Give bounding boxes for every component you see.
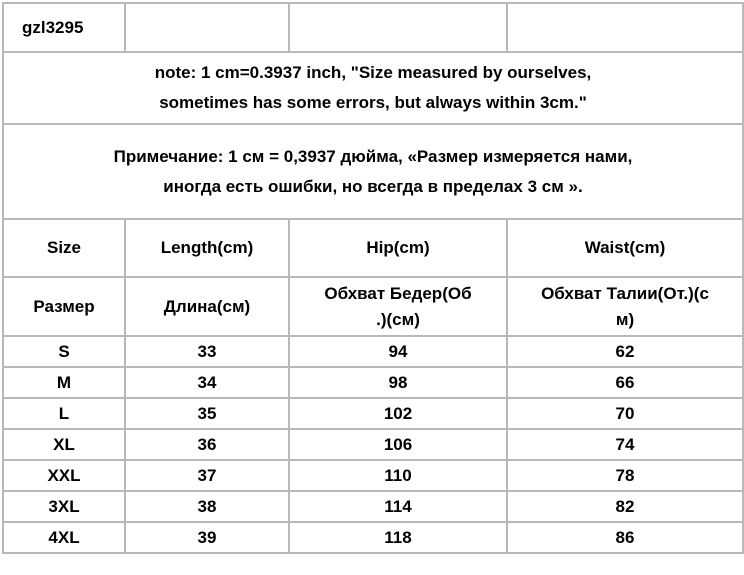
length-cell: 37 (125, 460, 289, 491)
length-cell: 33 (125, 336, 289, 367)
hip-cell: 118 (289, 522, 507, 553)
size-cell: M (3, 367, 125, 398)
empty-cell (125, 3, 289, 52)
hip-cell: 114 (289, 491, 507, 522)
note-ru: Примечание: 1 см = 0,3937 дюйма, «Размер измеряется нами, иногда есть ошибки, но всегда в пределах 3 см ». (3, 124, 743, 219)
hip-cell: 94 (289, 336, 507, 367)
waist-cell: 86 (507, 522, 743, 553)
length-cell: 38 (125, 491, 289, 522)
length-cell: 36 (125, 429, 289, 460)
hip-cell: 106 (289, 429, 507, 460)
note-row-en (3, 52, 743, 124)
table-row (3, 522, 743, 553)
note-row-ru (3, 124, 743, 219)
size-cell: XXL (3, 460, 125, 491)
size-cell: S (3, 336, 125, 367)
table-row (3, 336, 743, 367)
size-cell: 3XL (3, 491, 125, 522)
size-cell: 4XL (3, 522, 125, 553)
waist-cell: 74 (507, 429, 743, 460)
length-cell: 34 (125, 367, 289, 398)
size-chart-table (2, 2, 744, 554)
header-size: Size (3, 219, 125, 277)
waist-cell: 62 (507, 336, 743, 367)
header-waist: Waist(cm) (507, 219, 743, 277)
table-row (3, 429, 743, 460)
size-cell: XL (3, 429, 125, 460)
waist-cell: 82 (507, 491, 743, 522)
table-row (3, 367, 743, 398)
header-size-ru: Размер (3, 277, 125, 336)
header-hip-ru: Обхват Бедер(Об .)(см) (289, 277, 507, 336)
waist-cell: 70 (507, 398, 743, 429)
hip-cell: 102 (289, 398, 507, 429)
header-length: Length(cm) (125, 219, 289, 277)
header-row-ru (3, 277, 743, 336)
length-cell: 39 (125, 522, 289, 553)
table-row (3, 460, 743, 491)
length-cell: 35 (125, 398, 289, 429)
waist-cell: 78 (507, 460, 743, 491)
note-en: note: 1 cm=0.3937 inch, "Size measured by ourselves, sometimes has some errors, but always within 3cm." (3, 52, 743, 124)
size-cell: L (3, 398, 125, 429)
product-code: gzl3295 (3, 3, 125, 52)
header-waist-ru: Обхват Талии(От.)(с м) (507, 277, 743, 336)
waist-cell: 66 (507, 367, 743, 398)
empty-cell (289, 3, 507, 52)
hip-cell: 110 (289, 460, 507, 491)
table-row (3, 491, 743, 522)
hip-cell: 98 (289, 367, 507, 398)
header-length-ru: Длина(см) (125, 277, 289, 336)
table-row (3, 398, 743, 429)
code-row (3, 3, 743, 52)
empty-cell (507, 3, 743, 52)
header-hip: Hip(cm) (289, 219, 507, 277)
header-row-en (3, 219, 743, 277)
